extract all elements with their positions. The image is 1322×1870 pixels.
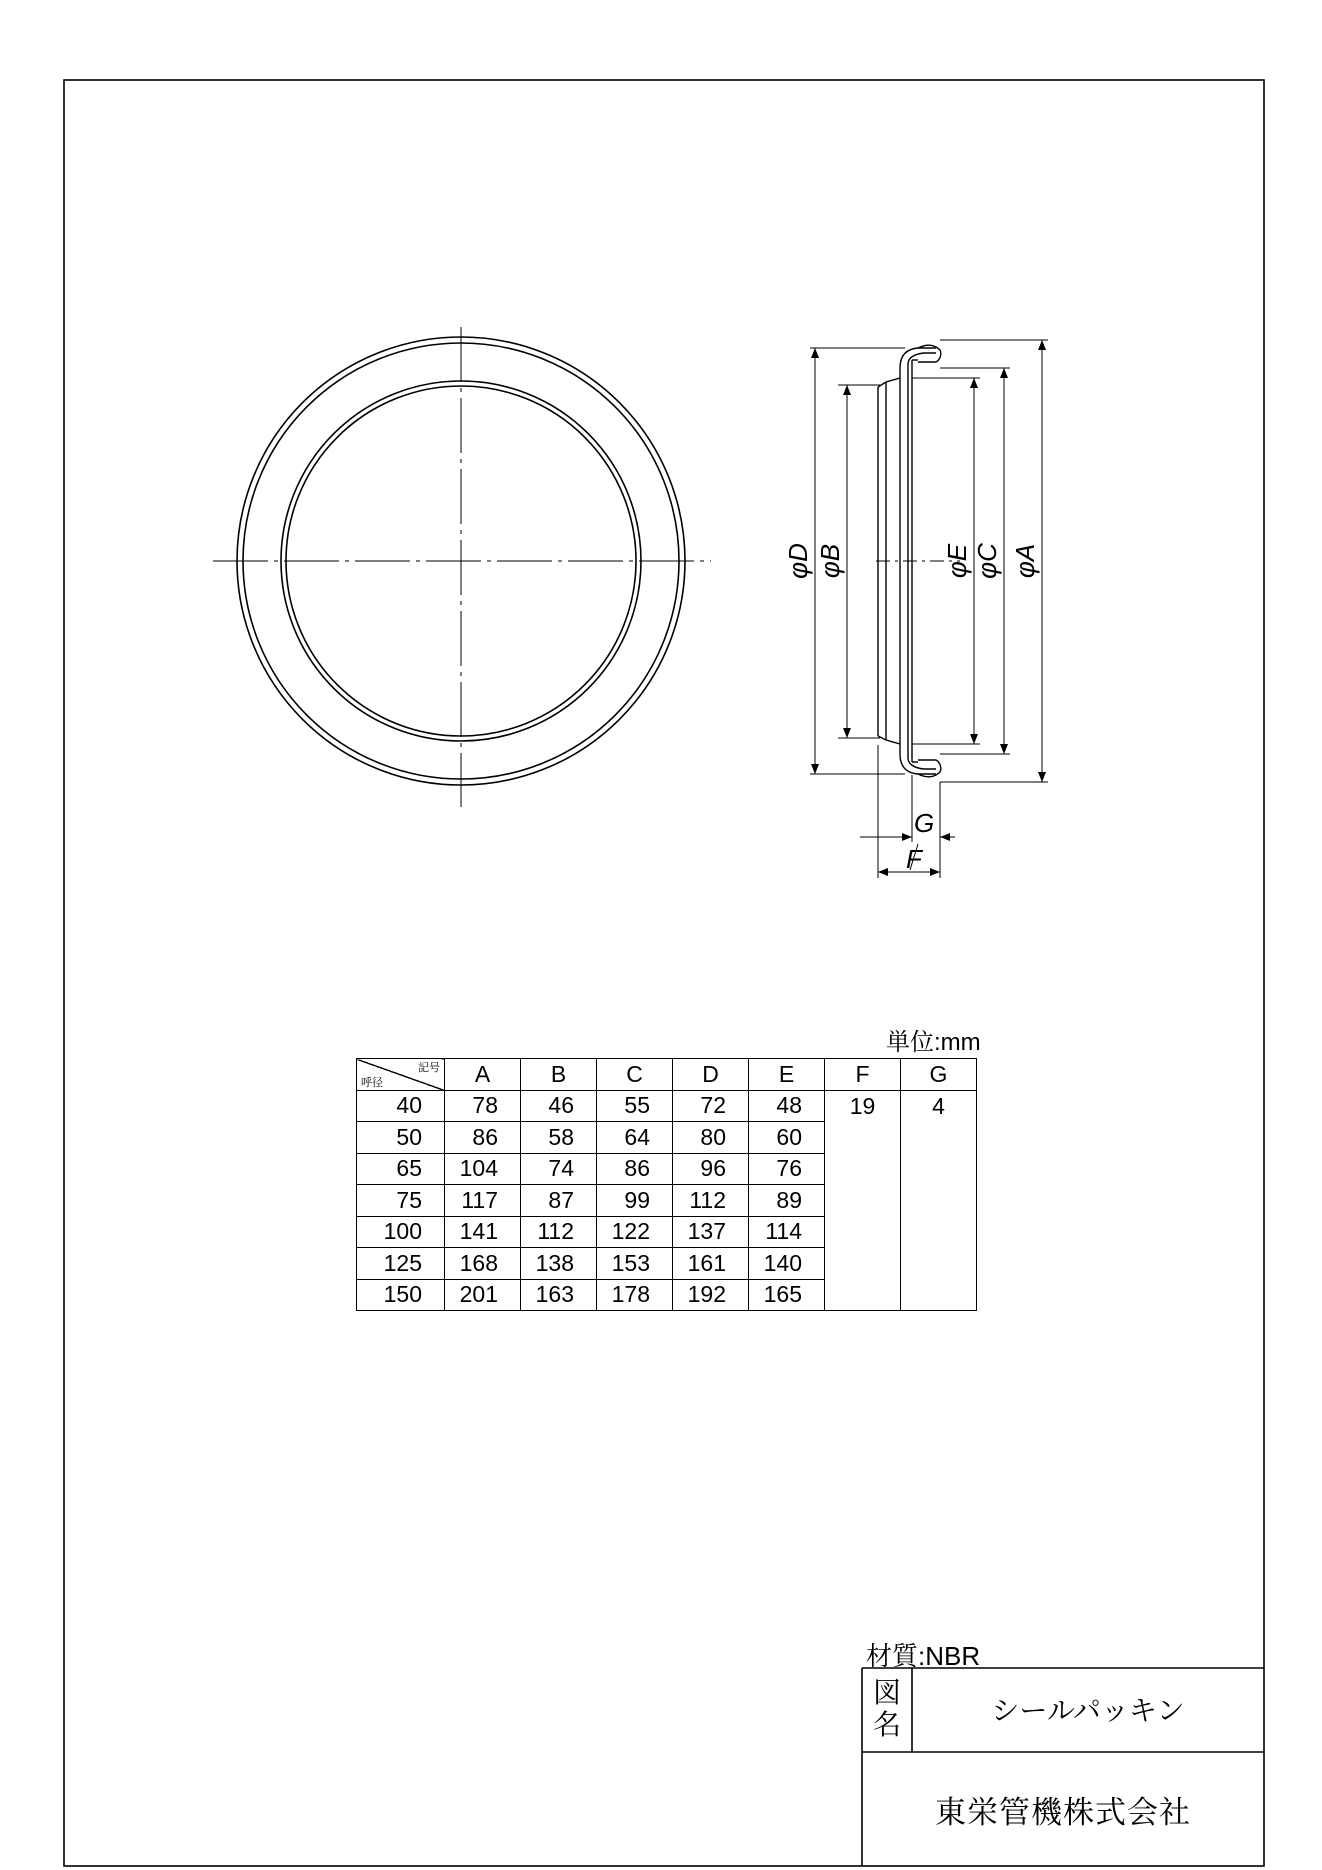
dimension-table (356, 1058, 977, 1311)
cell-A: 104 (445, 1153, 521, 1185)
cell-size: 65 (357, 1153, 445, 1185)
col-header-B: B (521, 1059, 597, 1091)
cell-A: 78 (445, 1090, 521, 1122)
cell-C: 64 (597, 1122, 673, 1154)
cell-B: 74 (521, 1153, 597, 1185)
cell-size: 125 (357, 1248, 445, 1280)
material-label: 材質 (866, 1641, 919, 1671)
cell-C: 178 (597, 1279, 673, 1311)
unit-value: :mm (934, 1029, 981, 1056)
table-row (357, 1090, 977, 1122)
col-header-F: F (825, 1059, 901, 1091)
col-header-G: G (901, 1059, 977, 1091)
cell-size: 150 (357, 1279, 445, 1311)
page-border (64, 80, 1264, 1866)
cell-A: 86 (445, 1122, 521, 1154)
side-view (810, 340, 1048, 878)
col-header-D: D (673, 1059, 749, 1091)
cell-D: 80 (673, 1122, 749, 1154)
col-header-E: E (749, 1059, 825, 1091)
cell-E: 89 (749, 1185, 825, 1217)
cell-A: 141 (445, 1216, 521, 1248)
cell-E: 60 (749, 1122, 825, 1154)
cell-D: 112 (673, 1185, 749, 1217)
cell-B: 46 (521, 1090, 597, 1122)
company-name: 東栄管機株式会社 (935, 1794, 1191, 1830)
drawing-name: シールパッキン (991, 1695, 1185, 1726)
cell-size: 100 (357, 1216, 445, 1248)
cell-E: 165 (749, 1279, 825, 1311)
cell-D: 72 (673, 1090, 749, 1122)
corner-size-label: 呼径 (361, 1076, 383, 1089)
table-header-row (357, 1059, 977, 1091)
title-block-label (862, 1668, 912, 1750)
cell-D: 137 (673, 1216, 749, 1248)
unit-note (886, 1022, 981, 1057)
table-corner-cell (357, 1059, 445, 1091)
col-header-A: A (445, 1059, 521, 1091)
cell-B: 112 (521, 1216, 597, 1248)
cell-size: 50 (357, 1122, 445, 1154)
cell-D: 161 (673, 1248, 749, 1280)
cell-size: 75 (357, 1185, 445, 1217)
material-value: :NBR (918, 1641, 981, 1671)
col-header-C: C (597, 1059, 673, 1091)
cell-E: 140 (749, 1248, 825, 1280)
dim-label-F: F (906, 844, 922, 874)
dim-label-G: G (914, 808, 935, 838)
cell-size: 40 (357, 1090, 445, 1122)
cell-B: 87 (521, 1185, 597, 1217)
cell-E: 76 (749, 1153, 825, 1185)
cell-A: 117 (445, 1185, 521, 1217)
cell-C: 122 (597, 1216, 673, 1248)
cell-C: 153 (597, 1248, 673, 1280)
cell-E: 114 (749, 1216, 825, 1248)
unit-label: 単位 (886, 1029, 934, 1056)
cell-C: 86 (597, 1153, 673, 1185)
dim-label-D: φD (783, 543, 813, 579)
cell-D: 96 (673, 1153, 749, 1185)
cell-B: 163 (521, 1279, 597, 1311)
cell-E: 48 (749, 1090, 825, 1122)
cell-B: 138 (521, 1248, 597, 1280)
dim-label-B: φB (815, 543, 845, 579)
corner-symbol-label: 記号 (418, 1062, 440, 1074)
title-label-char-2: 名 (872, 1709, 901, 1740)
cell-F: 19 (825, 1090, 901, 1311)
cell-B: 58 (521, 1122, 597, 1154)
dim-label-C: φC (972, 543, 1002, 579)
title-label-char-1: 図 (872, 1677, 901, 1708)
cell-C: 55 (597, 1090, 673, 1122)
cell-A: 168 (445, 1248, 521, 1280)
dim-label-E: φE (942, 543, 972, 579)
dimension-lines (815, 340, 1042, 872)
cell-D: 192 (673, 1279, 749, 1311)
cell-C: 99 (597, 1185, 673, 1217)
cell-G: 4 (901, 1090, 977, 1311)
front-view (213, 327, 711, 807)
dim-label-A: φA (1010, 543, 1040, 579)
cell-A: 201 (445, 1279, 521, 1311)
